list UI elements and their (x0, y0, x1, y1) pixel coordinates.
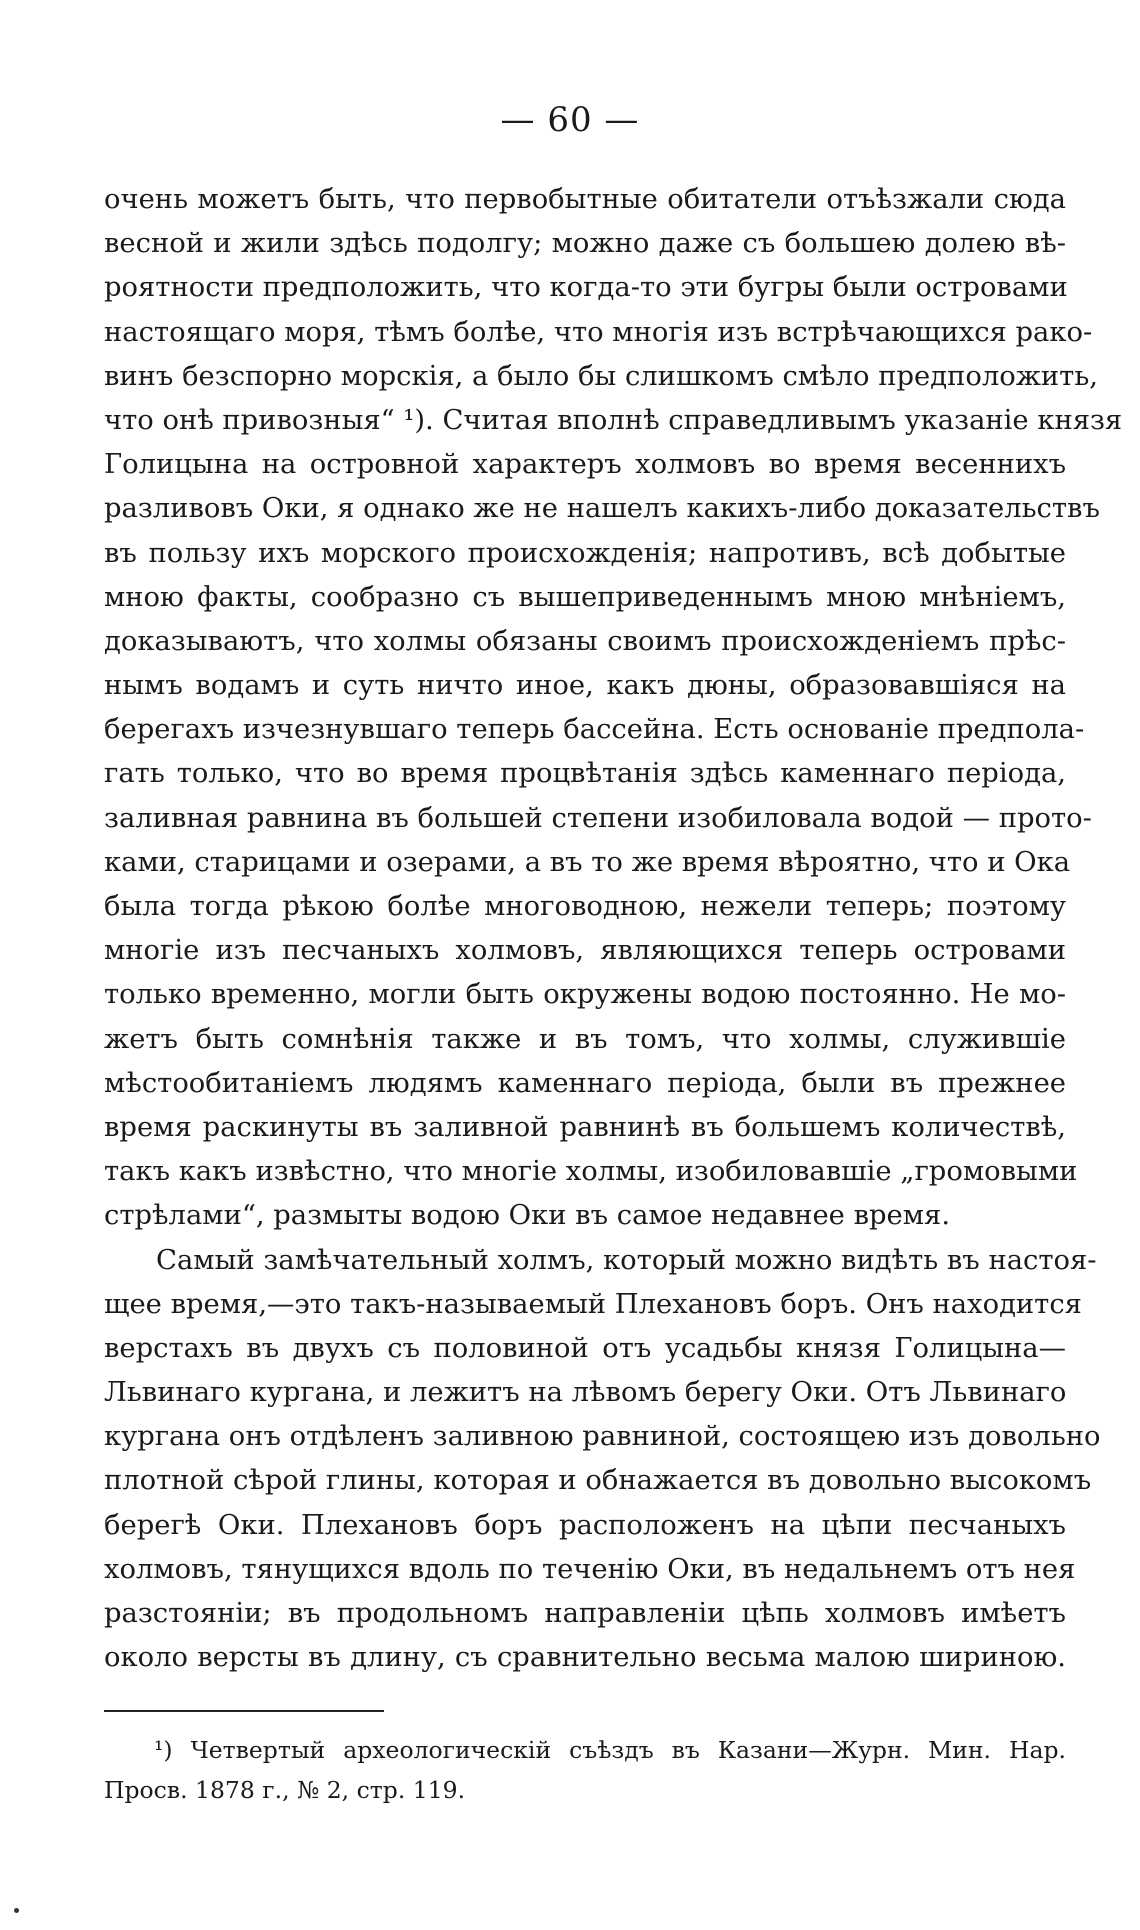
text-line: мною факты, сообразно съ вышеприведеннымъ мною мнѣніемъ, (104, 581, 1066, 613)
footnote-divider (104, 1710, 384, 1712)
footnote-line: ¹) Четвертый археологическій съѣздъ въ Казани—Журн. Мин. Нар. (154, 1736, 1066, 1764)
text-line: роятности предположить, что когда-то эти бугры были островами (104, 272, 1068, 304)
text-line: кургана онъ отдѣленъ заливною равниной, состоящею изъ довольно (104, 1421, 1101, 1453)
text-line: винъ безспорно морскія, а было бы слишкомъ смѣло предположить, (104, 360, 1098, 392)
text-line: доказываютъ, что холмы обязаны своимъ происхожденіемъ прѣс- (104, 625, 1066, 657)
text-line: Львинаго кургана, и лежитъ на лѣвомъ берегу Оки. Отъ Львинаго (104, 1377, 1067, 1409)
paragraph-1 (104, 178, 1123, 1239)
text-line: мѣстообитаніемъ людямъ каменнаго періода, были въ прежнее (104, 1067, 1066, 1099)
text-line: очень можетъ быть, что первобытные обитатели отъѣзжали сюда (104, 184, 1066, 215)
text-line: жетъ быть сомнѣнія также и въ томъ, что холмы, служившіе (104, 1023, 1066, 1055)
text-line: заливная равнина въ большей степени изобиловала водой — прото- (104, 802, 1092, 834)
text-line: такъ какъ извѣстно, что многіе холмы, изобиловавшіе „громовыми (104, 1156, 1078, 1188)
footnote (104, 1730, 1066, 1810)
text-line: разливовъ Оки, я однако же не нашелъ какихъ-либо доказательствъ (104, 493, 1100, 525)
text-line: разстояніи; въ продольномъ направленіи цѣпь холмовъ имѣетъ (104, 1598, 1066, 1629)
text-line: ками, старицами и озерами, а въ то же время вѣроятно, что и Ока (104, 846, 1071, 878)
scan-speck (14, 1908, 19, 1913)
text-line: только временно, могли быть окружены водою постоянно. Не мо- (104, 979, 1066, 1011)
text-line: въ пользу ихъ морского происхожденія; напротивъ, всѣ добытые (104, 537, 1066, 569)
text-line: плотной сѣрой глины, которая и обнажается въ довольно высокомъ (104, 1465, 1092, 1497)
text-line: около версты въ длину, съ сравнительно весьма малою шириною. (104, 1642, 1066, 1674)
text-line: берегѣ Оки. Плехановъ боръ расположенъ на цѣпи песчаныхъ (104, 1509, 1066, 1541)
page-number: — 60 — (500, 100, 640, 140)
text-line: стрѣлами“, размыты водою Оки въ самое недавнее время. (104, 1200, 951, 1232)
text-line: верстахъ въ двухъ съ половиной отъ усадьбы князя Голицына— (104, 1332, 1066, 1364)
text-line: была тогда рѣкою болѣе многоводною, нежели теперь; поэтому (104, 891, 1066, 922)
main-text (104, 178, 1123, 1680)
footnote-line: Просв. 1878 г., № 2, стр. 119. (104, 1776, 466, 1804)
text-line: время раскинуты въ заливной равнинѣ въ большемъ количествѣ, (104, 1111, 1066, 1143)
text-line: холмовъ, тянущихся вдоль по теченію Оки, въ недальнемъ отъ нея (104, 1553, 1076, 1585)
text-line: Голицына на островной характеръ холмовъ во время весеннихъ (104, 449, 1066, 481)
text-line: Самый замѣчательный холмъ, который можно видѣть въ настоя- (156, 1244, 1097, 1276)
text-line: щее время,—это такъ-называемый Плехановъ боръ. Онъ находится (104, 1288, 1082, 1320)
text-line: нымъ водамъ и суть ничто иное, какъ дюны, образовавшіяся на (104, 670, 1066, 702)
text-line: гать только, что во время процвѣтанія здѣсь каменнаго періода, (104, 758, 1066, 790)
paragraph-2 (104, 1239, 1101, 1681)
text-line: настоящаго моря, тѣмъ болѣе, что многія изъ встрѣчающихся рако- (104, 316, 1093, 348)
text-line-with-footnote-ref: что онѣ привозныя“ ¹). Считая вполнѣ справедливымъ указаніе князя (104, 404, 1123, 436)
text-line: многіе изъ песчаныхъ холмовъ, являющихся теперь островами (104, 935, 1066, 967)
text-line: весной и жили здѣсь подолгу; можно даже съ большею долею вѣ- (104, 228, 1066, 260)
text-line: берегахъ изчезнувшаго теперь бассейна. Есть основаніе предпола- (104, 714, 1085, 746)
